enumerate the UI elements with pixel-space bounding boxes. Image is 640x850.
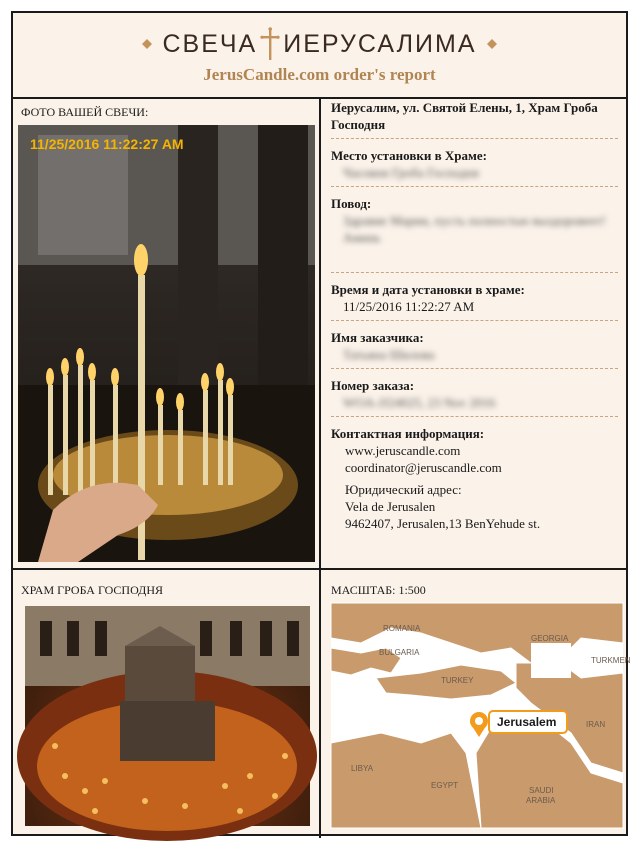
map-label-turkmen: TURKMEN xyxy=(591,656,631,665)
cross-icon xyxy=(259,27,281,61)
candle-photo xyxy=(18,125,315,562)
report-header xyxy=(13,13,626,99)
legal-label: Юридический адрес: xyxy=(345,482,462,497)
map-label-libya: LIBYA xyxy=(351,764,374,773)
map-illustration xyxy=(331,603,631,828)
datetime-row xyxy=(331,281,618,321)
ornament-right-icon xyxy=(487,39,497,49)
order-value: WOA-JJ24025, 23 Nov 2016 xyxy=(343,395,496,410)
church-caption: ХРАМ ГРОБА ГОСПОДНЯ xyxy=(21,583,164,597)
map-pin-label: Jerusalem xyxy=(497,715,557,729)
contact-label: Контактная информация: xyxy=(331,426,485,441)
legal-address: 9462407, Jerusalen,13 BenYehude st. xyxy=(345,516,541,531)
logo-word-right: ИЕРУСАЛИМА xyxy=(283,29,477,58)
datetime-value: 11/25/2016 11:22:27 AM xyxy=(343,299,475,314)
photo-timestamp: 11/25/2016 11:22:27 AM xyxy=(30,136,184,152)
logo xyxy=(13,27,626,61)
map-label-bulgaria: BULGARIA xyxy=(379,648,420,657)
contact-block xyxy=(331,425,618,532)
place-row xyxy=(331,147,618,187)
customer-row xyxy=(331,329,618,369)
order-details xyxy=(331,99,618,532)
customer-value: Татьяна Шилова xyxy=(343,347,435,362)
logo-word-left: СВЕЧА xyxy=(162,29,258,58)
legal-name: Vela de Jerusalen xyxy=(345,499,436,514)
address-row xyxy=(331,99,618,139)
photo-caption: ФОТО ВАШЕЙ СВЕЧИ: xyxy=(21,105,149,119)
row-divider xyxy=(13,568,626,570)
reason-label: Повод: xyxy=(331,196,372,211)
map-label-turkey: TURKEY xyxy=(441,676,474,685)
website-link[interactable]: www.jeruscandle.com xyxy=(345,443,461,458)
map-label-arabia: ARABIA xyxy=(526,796,556,805)
report-subtitle: JerusCandle.com order's report xyxy=(203,65,436,84)
column-divider xyxy=(319,97,321,838)
church-photo-illustration xyxy=(25,606,310,826)
church-photo xyxy=(25,606,310,826)
map-label-saudi: SAUDI xyxy=(529,786,554,795)
church-address: Иерусалим, ул. Святой Елены, 1, Храм Гроба Господня xyxy=(331,100,598,132)
map-caption: МАСШТАБ: 1:500 xyxy=(331,583,426,597)
order-label: Номер заказа: xyxy=(331,378,415,393)
map-label-romania: ROMANIA xyxy=(383,624,421,633)
reason-row xyxy=(331,195,618,273)
order-row xyxy=(331,377,618,417)
ornament-left-icon xyxy=(142,39,152,49)
map-label-egypt: EGYPT xyxy=(431,781,459,790)
datetime-label: Время и дата установки в храме: xyxy=(331,282,525,297)
candle-photo-illustration xyxy=(18,125,315,562)
reason-value: Здравие Марии, пусть полностью выздоровеет! Аминь xyxy=(343,213,606,245)
email-link[interactable]: coordinator@jeruscandle.com xyxy=(345,460,502,475)
report-sheet xyxy=(11,11,631,836)
map-label-georgia: GEORGIA xyxy=(531,634,569,643)
customer-label: Имя заказчика: xyxy=(331,330,424,345)
place-value: Часовня Гроба Господня xyxy=(343,165,479,180)
map-label-iran: IRAN xyxy=(586,720,606,729)
region-map[interactable] xyxy=(331,603,631,828)
place-label: Место установки в Храме: xyxy=(331,148,487,163)
